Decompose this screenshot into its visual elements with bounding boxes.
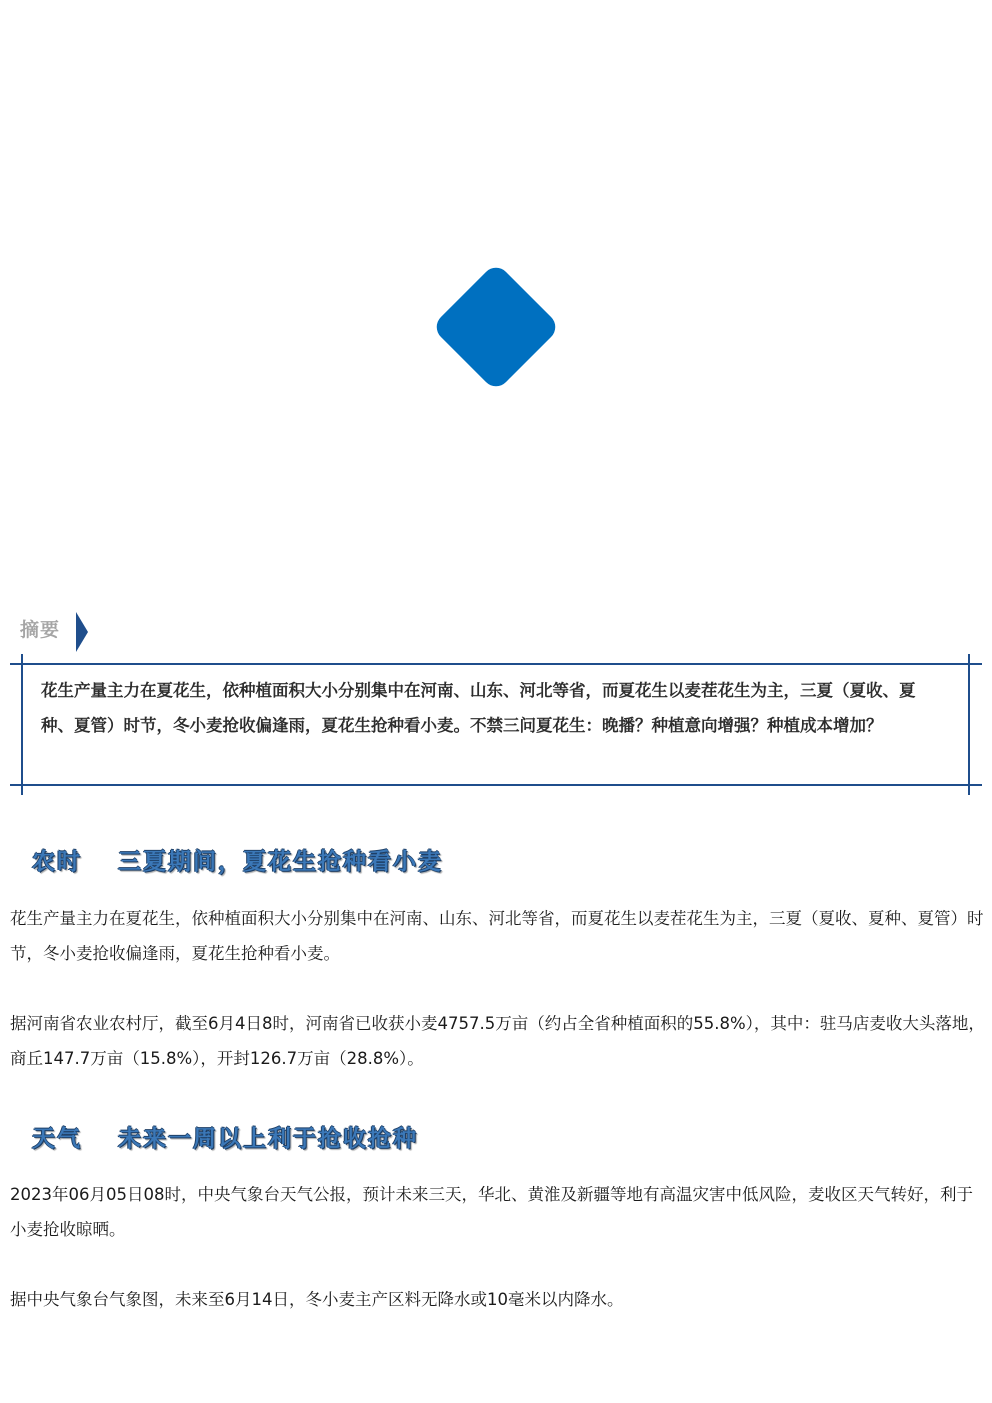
paragraph: 据河南省农业农村厅，截至6月4日8时，河南省已收获小麦4757.5万亩（约占全省种植面积的55.8%），其中：驻马店麦收大头落地，商丘147.7万亩（15.8%），开封126.7万亩（28.8%）。 [10, 1014, 985, 1068]
section-title: 三夏期间，夏花生抢种看小麦 [118, 849, 443, 875]
paragraph: 花生产量主力在夏花生，依种植面积大小分别集中在河南、山东、河北等省，而夏花生以麦茬花生为主，三夏（夏收、夏种、夏管）时节，冬小麦抢收偏逢雨，夏花生抢种看小麦。 [10, 909, 984, 963]
summary-text: 花生产量主力在夏花生，依种植面积大小分别集中在河南、山东、河北等省，而夏花生以麦茬花生为主，三夏（夏收、夏种、夏管）时节，冬小麦抢收偏逢雨，夏花生抢种看小麦。不禁三问夏花生：晚播？种植意向增强？种植成本增加？ [41, 681, 916, 735]
paragraph: 据中央气象台气象图，未来至6月14日，冬小麦主产区料无降水或10毫米以内降水。 [10, 1290, 624, 1309]
section-tag: 农时 [32, 849, 82, 875]
section-title: 未来一周以上利于抢收抢种 [118, 1126, 418, 1152]
section-heading-farming [32, 843, 443, 883]
paragraph: 2023年06月05日08时，中央气象台天气公报，预计未来三天，华北、黄淮及新疆等地有高温灾害中低风险，麦收区天气转好，利于小麦抢收晾晒。 [10, 1185, 973, 1239]
summary-label: 摘要 [20, 619, 61, 641]
chevron-right-icon [76, 612, 88, 652]
logo-diamond-icon [424, 255, 568, 399]
section-tag: 天气 [32, 1126, 82, 1152]
section-heading-weather [32, 1120, 418, 1160]
